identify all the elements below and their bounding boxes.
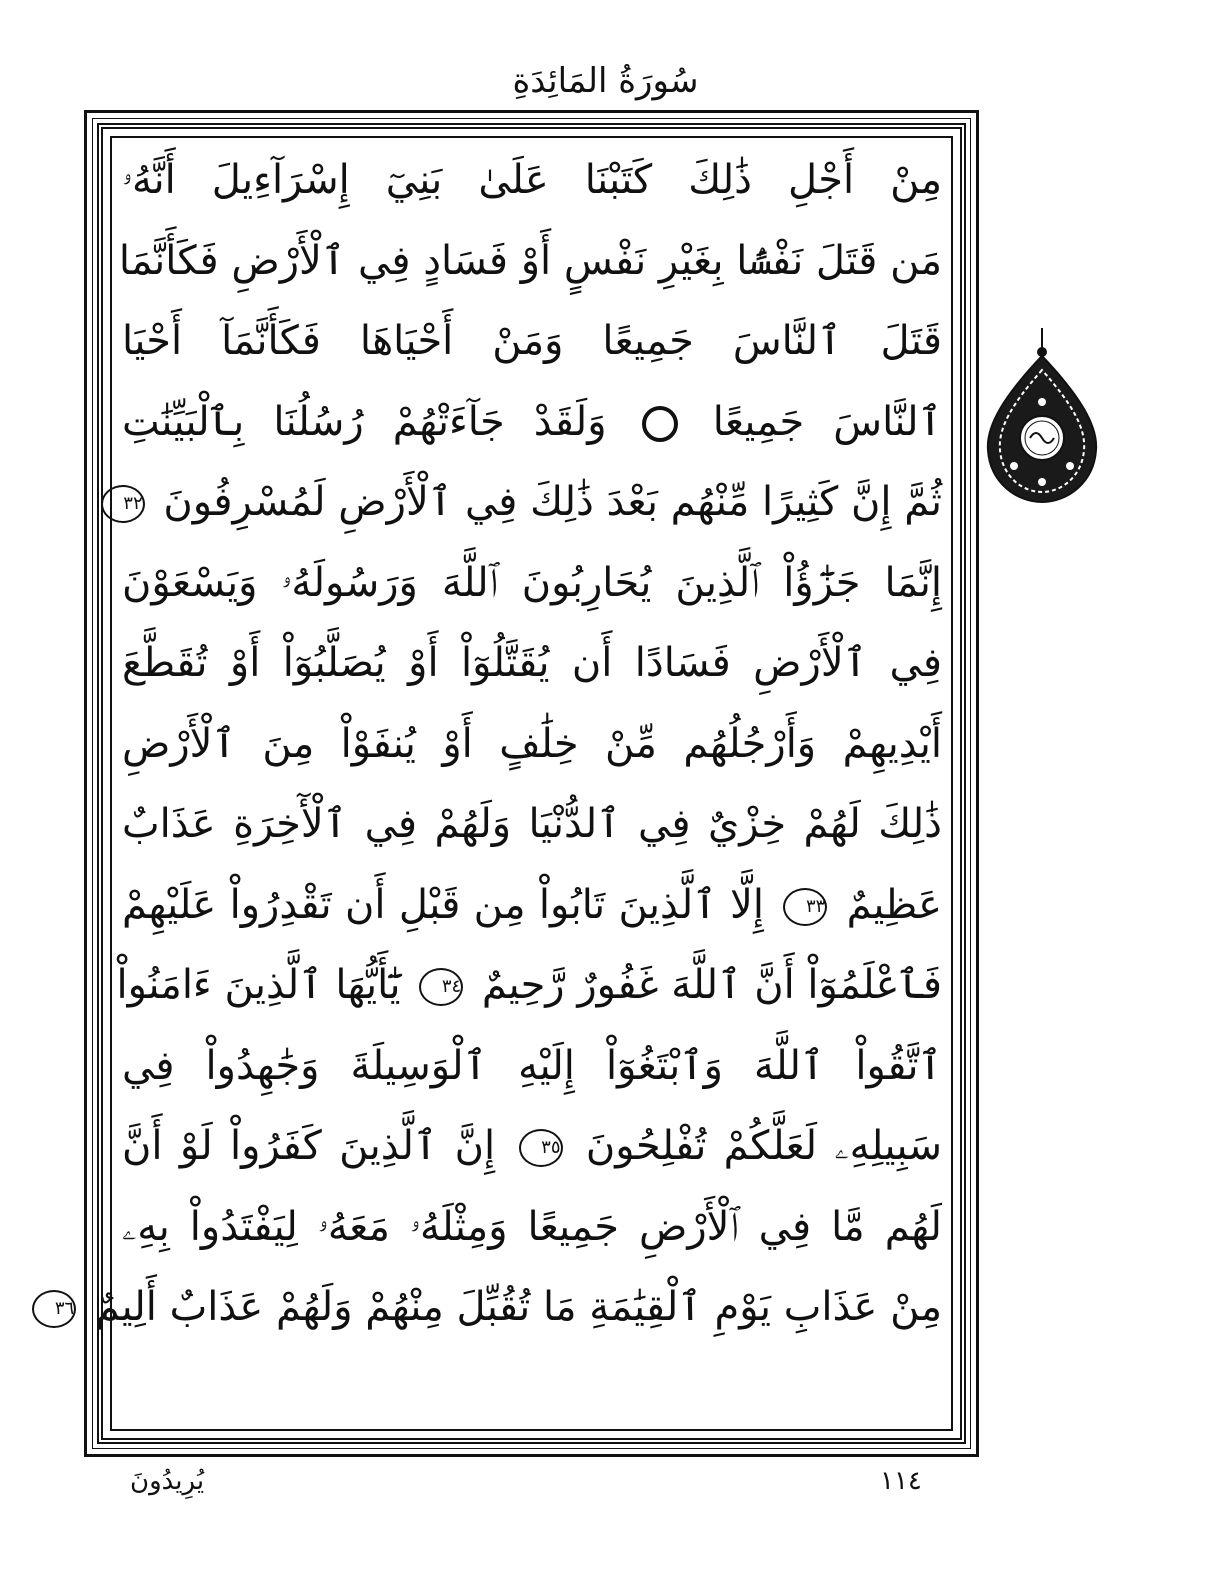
text-line-12: ٱتَّقُواْ ٱللَّهَ وَٱبْتَغُوٓاْ إِلَيْهِ ٱلْوَسِيلَةَ وَجَٰهِدُواْ فِي — [122, 1042, 942, 1089]
text-line-15: مِنْ عَذَابِ يَوْمِ ٱلْقِيَٰمَةِ مَا تُقُبِّلَ مِنْهُمْ وَلَهُمْ عَذَابٌ أَلِيمٌ ٣٦ — [122, 1267, 942, 1348]
ayah-number-marker: ٣٦ — [32, 1290, 76, 1328]
text-line-11: فَٱعْلَمُوٓاْ أَنَّ ٱللَّهَ غَفُورٌ رَّحِيمٌ ٣٤ يَٰٓأَيُّهَا ٱلَّذِينَ ءَامَنُواْ — [116, 962, 942, 1008]
text-line-7: فِي ٱلْأَرْضِ فَسَادًا أَن يُقَتَّلُوٓاْ أَوْ يُصَلَّبُوٓاْ أَوْ تُقَطَّعَ — [122, 640, 942, 686]
text-line-9: ذَٰلِكَ لَهُمْ خِزْيٌ فِي ٱلدُّنْيَا وَلَهُمْ فِي ٱلْأٓخِرَةِ عَذَابٌ — [122, 801, 942, 847]
text-line-5: ثُمَّ إِنَّ كَثِيرًا مِّنْهُم بَعْدَ ذَٰلِكَ فِي ٱلْأَرْضِ لَمُسْرِفُونَ ٣٢ — [122, 462, 942, 543]
text-line-13: سَبِيلِهِۦ لَعَلَّكُمْ تُفْلِحُونَ ٣٥ إِنَّ ٱلَّذِينَ كَفَرُواْ لَوْ أَنَّ — [122, 1123, 942, 1169]
text-line-1: مِنْ أَجْلِ ذَٰلِكَ كَتَبْنَا عَلَىٰ بَنِيٓ إِسْرَآءِيلَ أَنَّهُۥ — [122, 157, 942, 203]
text-line-14: لَهُم مَّا فِي ٱلْأَرْضِ جَمِيعًا وَمِثْلَهُۥ مَعَهُۥ لِيَفْتَدُواْ بِهِۦ — [122, 1203, 942, 1250]
text-line-10: عَظِيمٌ ٣٣ إِلَّا ٱلَّذِينَ تَابُواْ مِن قَبْلِ أَن تَقْدِرُواْ عَلَيْهِمْ — [122, 881, 942, 928]
text-line-6: إِنَّمَا جَزَٰٓؤُاْ ٱلَّذِينَ يُحَارِبُونَ ٱللَّهَ وَرَسُولَهُۥ وَيَسْعَوْنَ — [122, 559, 942, 606]
quran-text-block — [54, 140, 942, 1430]
ayah-number-marker: ٣٢ — [101, 485, 145, 523]
ayah-number-marker: ٣٣ — [783, 888, 827, 926]
surah-title: سُورَةُ المَائِدَةِ — [512, 61, 699, 101]
page-number: ١١٤ — [880, 1466, 922, 1496]
text-line-8: أَيْدِيهِمْ وَأَرْجُلُهُم مِّنْ خِلَٰفٍ أَوْ يُنفَوْاْ مِنَ ٱلْأَرْضِ — [122, 720, 942, 767]
text-line-4: ٱلنَّاسَ جَمِيعًا وَلَقَدْ جَآءَتْهُمْ رُسُلُنَا بِٱلْبَيِّنَٰتِ — [122, 398, 942, 445]
text-line-2: مَن قَتَلَ نَفْسًۢا بِغَيْرِ نَفْسٍ أَوْ فَسَادٍ فِي ٱلْأَرْضِ فَكَأَنَّمَا — [118, 237, 942, 284]
hizb-medallion-icon — [984, 326, 1100, 504]
text-line-3: قَتَلَ ٱلنَّاسَ جَمِيعًا وَمَنْ أَحْيَاهَا فَكَأَنَّمَآ أَحْيَا — [122, 318, 942, 364]
rub-el-hizb-marker — [642, 406, 678, 442]
ayah-number-marker: ٣٤ — [419, 968, 463, 1006]
ayah-number-marker: ٣٥ — [519, 1129, 563, 1167]
catchword: يُرِيدُونَ — [130, 1466, 205, 1496]
